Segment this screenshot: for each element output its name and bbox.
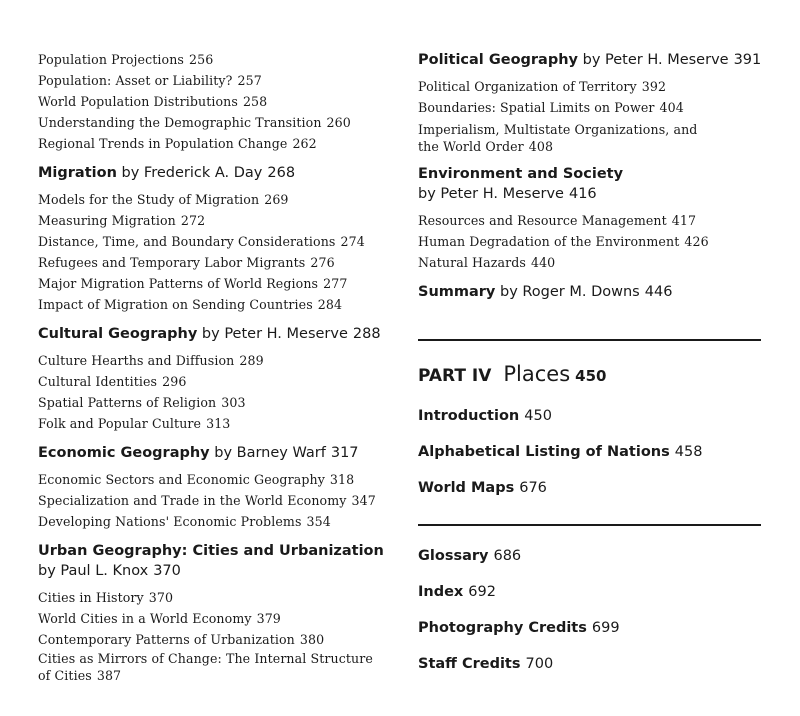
population-section-items (38, 49, 398, 154)
toc-subentry: Cities as Mirrors of Change: The Internal Structure (38, 651, 373, 666)
toc-entry-introduction: Introduction 450 (418, 408, 552, 424)
toc-subentry-continued: of Cities 387 (38, 668, 122, 683)
toc-subentry: Folk and Popular Culture 313 (38, 416, 231, 431)
toc-subentry: Distance, Time, and Boundary Considerations 274 (38, 234, 365, 249)
toc-subentry: Population Projections 256 (38, 52, 214, 67)
chapter-heading: Environment and Society (418, 166, 624, 182)
toc-subentry: Refugees and Temporary Labor Migrants 276 (38, 255, 335, 270)
back-matter-section (418, 546, 778, 690)
toc-subentry: Economic Sectors and Economic Geography 318 (38, 472, 355, 487)
part-iv-section (418, 362, 778, 514)
right-column (418, 50, 778, 302)
chapter-heading: Migration by Frederick A. Day 268 (38, 165, 296, 181)
economic-chapter (38, 443, 398, 532)
toc-subentry: Models for the Study of Migration 269 (38, 192, 289, 207)
toc-subentry: Contemporary Patterns of Urbanization 380 (38, 632, 325, 647)
summary-heading: Summary by Roger M. Downs 446 (418, 284, 673, 300)
toc-subentry: Cultural Identities 296 (38, 374, 187, 389)
toc-subentry: Developing Nations' Economic Problems 354 (38, 514, 331, 529)
toc-entry-index: Index 692 (418, 584, 496, 600)
toc-entry-staff-credits: Staff Credits 700 (418, 656, 554, 672)
toc-subentry: Understanding the Demographic Transition 260 (38, 115, 351, 130)
cultural-chapter (38, 324, 398, 434)
toc-subentry: Political Organization of Territory 392 (418, 79, 667, 94)
left-column (38, 49, 398, 684)
toc-subentry: Specialization and Trade in the World Economy 347 (38, 493, 376, 508)
toc-subentry: Cities in History 370 (38, 590, 174, 605)
environment-chapter (418, 164, 778, 273)
toc-entry-photo-credits: Photography Credits 699 (418, 620, 620, 636)
urban-chapter (38, 541, 398, 684)
chapter-heading: Economic Geography by Barney Warf 317 (38, 445, 359, 461)
toc-entry-glossary: Glossary 686 (418, 548, 522, 564)
migration-chapter (38, 163, 398, 315)
toc-subentry: Measuring Migration 272 (38, 213, 206, 228)
chapter-heading: Cultural Geography by Peter H. Meserve 288 (38, 326, 381, 342)
toc-subentry-continued: the World Order 408 (418, 139, 554, 154)
toc-subentry: Regional Trends in Population Change 262 (38, 136, 317, 151)
political-chapter (418, 50, 778, 155)
toc-subentry: Resources and Resource Management 417 (418, 213, 697, 228)
toc-entry-world-maps: World Maps 676 (418, 480, 547, 496)
section-divider (418, 339, 761, 341)
chapter-heading: Urban Geography: Cities and Urbanization (38, 543, 384, 559)
chapter-heading: Political Geography by Peter H. Meserve 391 (418, 52, 762, 68)
chapter-author: by Peter H. Meserve 416 (418, 186, 597, 202)
toc-subentry: Population: Asset or Liability? 257 (38, 73, 262, 88)
part-heading: PART IV Places 450 (418, 362, 607, 386)
toc-subentry: World Population Distributions 258 (38, 94, 268, 109)
toc-subentry: Boundaries: Spatial Limits on Power 404 (418, 100, 684, 115)
toc-entry-nations: Alphabetical Listing of Nations 458 (418, 444, 703, 460)
toc-subentry: Imperialism, Multistate Organizations, and (418, 122, 698, 137)
toc-subentry: Culture Hearths and Diffusion 289 (38, 353, 264, 368)
toc-subentry: Human Degradation of the Environment 426 (418, 234, 709, 249)
toc-subentry: Major Migration Patterns of World Regions 277 (38, 276, 348, 291)
toc-subentry: Impact of Migration on Sending Countries 284 (38, 297, 343, 312)
toc-subentry: Natural Hazards 440 (418, 255, 556, 270)
section-divider (418, 524, 761, 526)
toc-subentry: Spatial Patterns of Religion 303 (38, 395, 246, 410)
toc-subentry: World Cities in a World Economy 379 (38, 611, 281, 626)
chapter-author: by Paul L. Knox 370 (38, 563, 181, 579)
